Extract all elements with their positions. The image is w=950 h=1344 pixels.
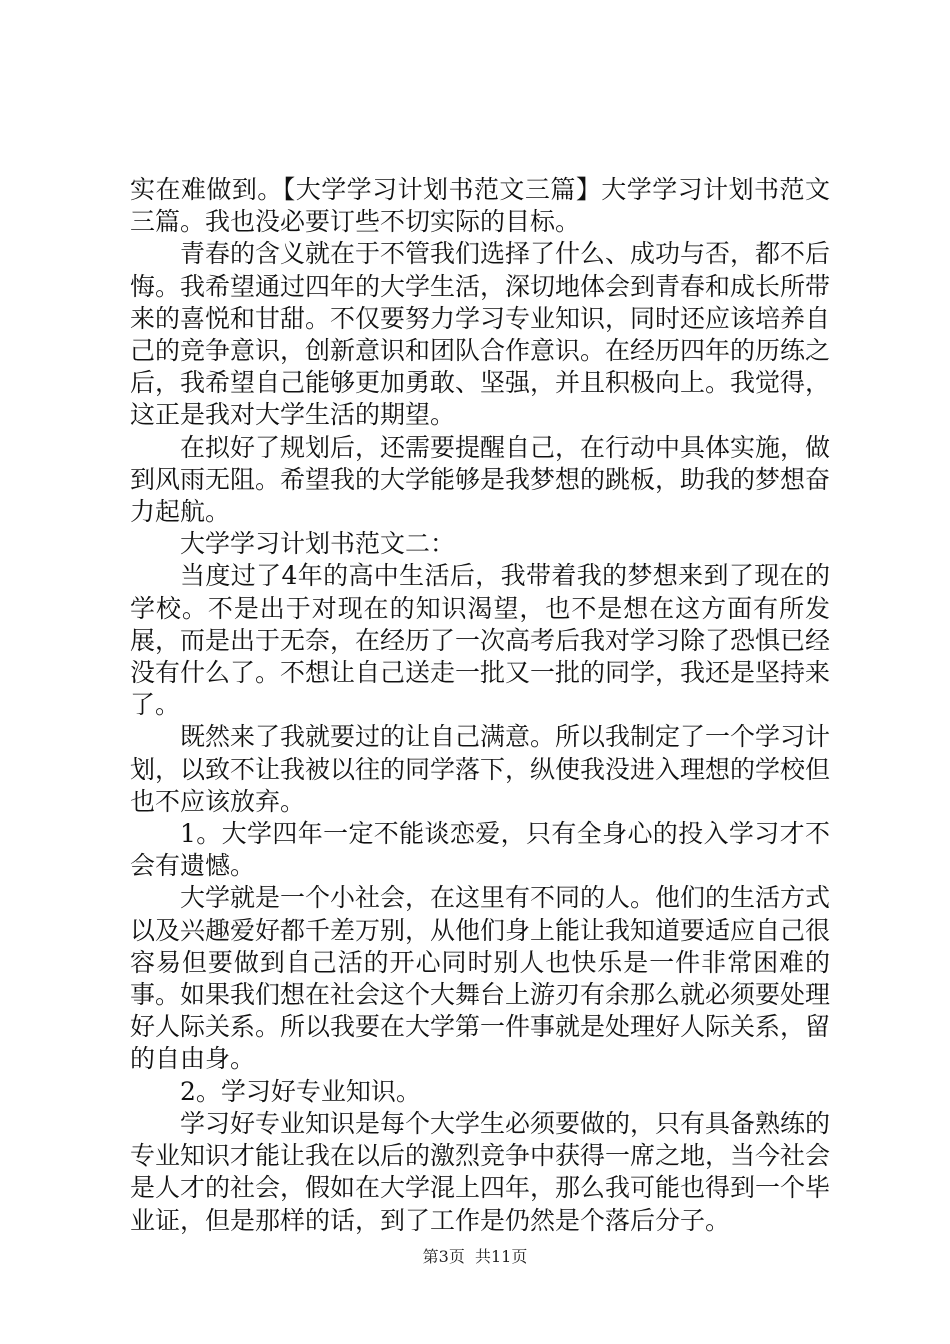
document-body	[130, 174, 830, 1237]
paragraph-2: 青春的含义就在于不管我们选择了什么、成功与否，都不后悔。我希望通过四年的大学生活，深切地体会到青春和成长所带来的喜悦和甘甜。不仅要努力学习专业知识，同时还应该培养自己的竞争意识，创新意识和团队合作意识。在经历四年的历练之后，我希望自己能够更加勇敢、坚强，并且积极向上。我觉得，这正是我对大学生活的期望。	[130, 239, 831, 430]
page-footer	[0, 1244, 950, 1267]
list-item-1: 1。大学四年一定不能谈恋爱，只有全身心的投入学习才不会有遗憾。	[130, 819, 830, 881]
paragraph-6: 大学就是一个小社会，在这里有不同的人。他们的生活方式以及兴趣爱好都千差万别，从他们身上能让我知道要适应自己很容易但要做到自己活的开心同时别人也快乐是一件非常困难的事。如果我们想在社会这个大舞台上游刃有余那么就必须要处理好人际关系。所以我要在大学第一件事就是处理好人际关系，留的自由身。	[130, 883, 831, 1074]
paragraph-4: 当度过了4年的高中生活后，我带着我的梦想来到了现在的学校。不是出于对现在的知识渴望，也不是想在这方面有所发展，而是出于无奈，在经历了一次高考后我对学习除了恐惧已经没有什么了。不想让自己送走一批又一批的同学，我还是坚持来了。	[130, 561, 831, 720]
paragraph-7: 学习好专业知识是每个大学生必须要做的，只有具备熟练的专业知识才能让我在以后的激烈竞争中获得一席之地，当今社会是人才的社会，假如在大学混上四年，那么我可能也得到一个毕业证，但是那样的话，到了工作是仍然是个落后分子。	[130, 1108, 831, 1235]
paragraph-5: 既然来了我就要过的让自己满意。所以我制定了一个学习计划，以致不让我被以往的同学落下，纵使我没进入理想的学校但也不应该放弃。	[130, 722, 831, 816]
page-number: 第3页 共11页	[422, 1247, 528, 1266]
list-item-2: 2。学习好专业知识。	[180, 1076, 421, 1106]
paragraph-3: 在拟好了规划后，还需要提醒自己，在行动中具体实施，做到风雨无阻。希望我的大学能够是我梦想的跳板，助我的梦想奋力起航。	[130, 432, 831, 527]
section-heading: 大学学习计划书范文二：	[180, 529, 456, 559]
paragraph-1: 实在难做到。【大学学习计划书范文三篇】大学学习计划书范文三篇。我也没必要订些不切实际的目标。	[130, 175, 830, 237]
